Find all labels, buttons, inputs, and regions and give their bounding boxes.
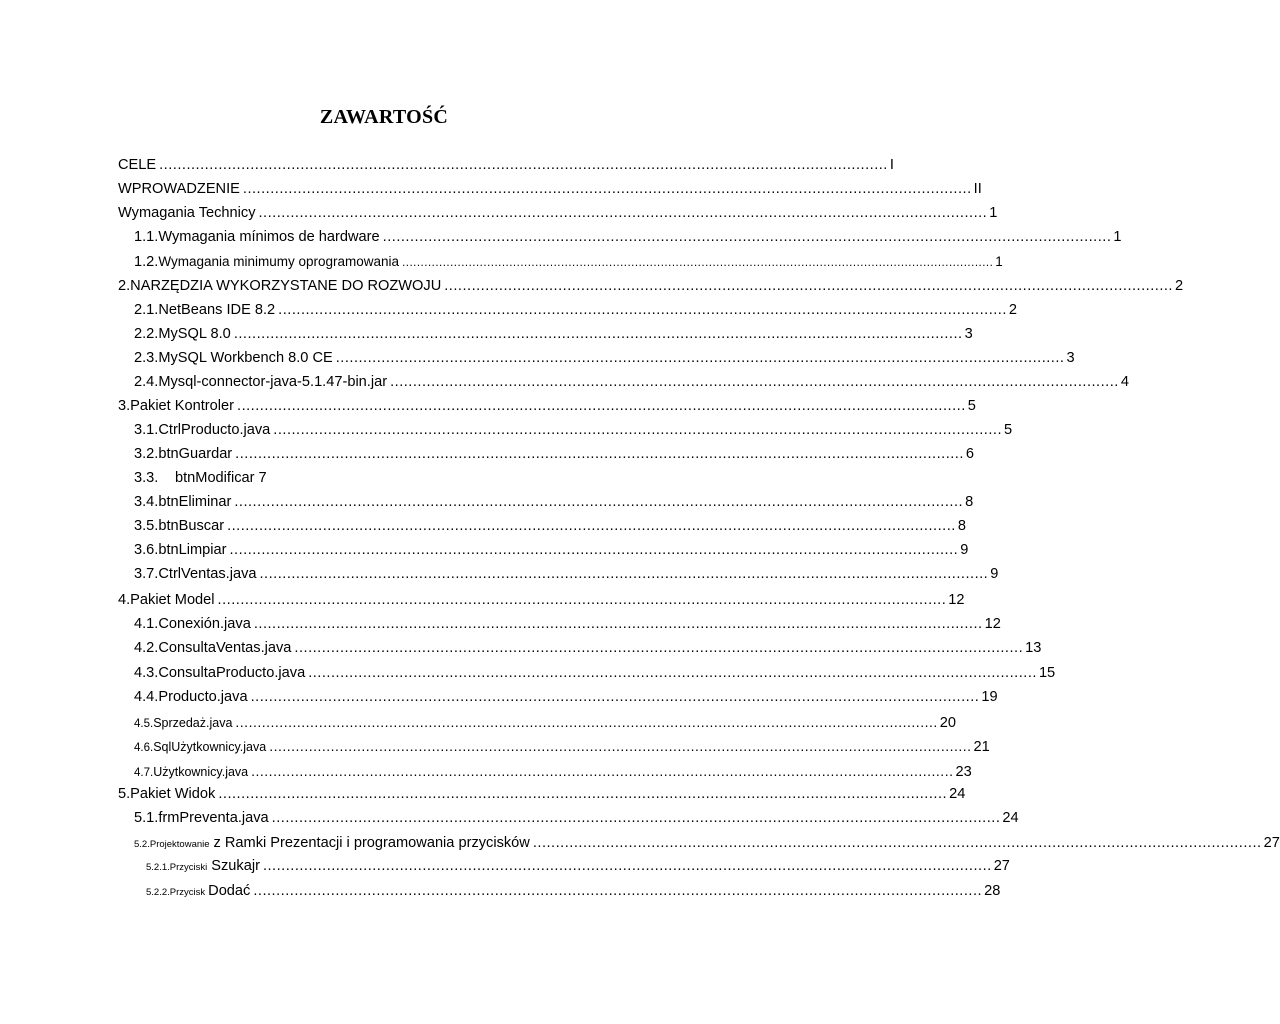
toc-entry-number: 3.1. [134, 422, 159, 438]
toc-entry-text: btnBuscar [158, 518, 225, 534]
toc-entry-text: SqlUżytkownicy.java [153, 740, 267, 754]
toc-entry-text: CtrlProducto.java [158, 422, 271, 438]
toc-entry[interactable] [134, 738, 990, 760]
toc-entry-prefix: Przycisk [169, 887, 206, 898]
toc-entry-text: Wymagania minimumy oprogramowania [158, 254, 400, 269]
toc-entry-page: 5 [1004, 422, 1013, 438]
toc-entry-text: Dodać [208, 883, 251, 899]
toc-entry-page: 20 [939, 715, 956, 731]
toc-entry[interactable] [134, 810, 1019, 832]
toc-entry-page: 1 [995, 254, 1003, 269]
toc-leader-dots: ................................................................................................................................................................ [251, 763, 954, 779]
toc-entry[interactable] [134, 254, 1003, 276]
toc-leader-dots: ................................................................................................................................................................ [308, 665, 1037, 681]
toc-leader-dots: ................................................................................................................................................................ [402, 257, 994, 269]
toc-leader-dots: ................................................................................................................................................................ [250, 689, 980, 705]
toc-entry[interactable] [134, 566, 999, 588]
toc-entry-text: Szukajr [211, 858, 260, 874]
toc-entry-text: CELE [118, 157, 157, 173]
toc-entry[interactable] [134, 350, 1075, 372]
toc-leader-dots: ................................................................................................................................................................ [273, 422, 1003, 438]
toc-entry-number: 3.5. [134, 518, 159, 534]
toc-entry-page: 24 [1002, 810, 1019, 826]
toc-entry[interactable] [134, 422, 1013, 444]
toc-entry[interactable] [134, 494, 974, 516]
toc-entry-text: frmPreventa.java [158, 810, 269, 826]
toc-entry[interactable] [118, 205, 998, 227]
toc-leader-dots: ................................................................................................................................................................ [159, 157, 888, 173]
toc-entry-text: Mysql-connector-java-5.1.47-bin.ja [158, 374, 383, 390]
toc-entry-prefix: Przyciski [169, 862, 208, 873]
toc-entry-number: 2.4. [134, 374, 159, 390]
toc-leader-dots: ................................................................................................................................................................ [271, 810, 1001, 826]
toc-entry-page: 27 [1263, 835, 1280, 851]
toc-entry-text: WPROWADZENIE [118, 181, 240, 197]
toc-entry-page: 12 [984, 616, 1001, 632]
toc-entry-page: 2 [1175, 278, 1184, 294]
toc-entry[interactable] [134, 518, 966, 540]
toc-entry[interactable] [134, 689, 998, 711]
toc-entry-page: 23 [955, 764, 972, 780]
toc-entry-page: 2 [1008, 302, 1018, 318]
toc-entry[interactable] [118, 157, 894, 179]
toc-entry-page: 6 [965, 446, 975, 462]
toc-entry-page: 13 [1025, 640, 1042, 656]
toc-entry[interactable] [134, 229, 1122, 251]
toc-leader-dots: ................................................................................................................................................................ [259, 566, 989, 582]
toc-entry-number: 1.1. [134, 229, 159, 245]
toc-entry-number: 4.2. [134, 640, 159, 656]
toc-entry-number: 4.3. [134, 665, 159, 681]
toc-leader-dots: ................................................................................................................................................................ [217, 592, 947, 608]
toc-leader-dots: ................................................................................................................................................................ [258, 205, 988, 221]
toc-entry-text: Sprzedaż.java [153, 716, 233, 730]
toc-entry-page: 1 [989, 205, 998, 221]
toc-entry-text: Pakiet Widok [130, 786, 216, 802]
toc-entry-text: Pakiet Kontroler [130, 398, 235, 414]
toc-entry-number: 5.2.2. [146, 887, 170, 898]
toc-entry-page: 3 [964, 326, 973, 342]
toc-entry-page: 19 [981, 689, 998, 705]
toc-entry[interactable] [118, 398, 976, 420]
toc-entry-text: Użytkownicy.java [153, 765, 249, 779]
toc-entry-text-fragment: r [382, 374, 388, 390]
toc-entry-page: 9 [960, 542, 969, 558]
toc-entry-text: btnLimpiar [158, 542, 227, 558]
toc-entry-number: 2. [118, 278, 131, 294]
toc-entry-page: 4 [1120, 374, 1129, 390]
toc-entry-text: ConsultaVentas.java [158, 640, 292, 656]
toc-entry-number: 3.4. [134, 494, 159, 510]
toc-entry[interactable] [118, 278, 1184, 300]
toc-entry-text: btnModificar 7 [175, 470, 267, 486]
toc-entry[interactable] [134, 374, 1129, 396]
toc-entry-number: 5.2. [134, 839, 150, 850]
toc-entry[interactable] [134, 665, 1056, 687]
toc-entry-text: Pakiet Model [130, 592, 215, 608]
toc-entry-number: 3.2. [134, 446, 159, 462]
toc-entry-page: II [973, 181, 982, 197]
toc-entry-number: 4.4. [134, 689, 159, 705]
toc-entry-prefix: Projektowanie [149, 839, 210, 850]
toc-entry-number: 3.7. [134, 566, 159, 582]
toc-entry[interactable] [118, 181, 982, 203]
toc-leader-dots: ................................................................................................................................................................ [218, 786, 948, 802]
toc-entry-number: 3.3. [134, 470, 159, 486]
toc-entry-text: btnGuardar [158, 446, 233, 462]
toc-leader-dots: ................................................................................................................................................................ [262, 858, 992, 874]
toc-entry-page: 21 [973, 739, 990, 755]
toc-leader-dots: ................................................................................................................................................................ [269, 738, 972, 754]
toc-entry-number: 5.1. [134, 810, 159, 826]
toc-title: ZAWARTOŚĆ [319, 106, 449, 128]
toc-entry-page: I [889, 157, 894, 173]
toc-entry-number: 4.7. [134, 767, 154, 779]
toc-leader-dots: ................................................................................................................................................................ [390, 374, 1119, 390]
toc-entry[interactable] [146, 883, 1001, 905]
toc-entry[interactable] [134, 326, 973, 348]
toc-entry[interactable] [134, 763, 972, 785]
toc-leader-dots: ................................................................................................................................................................ [253, 616, 983, 632]
toc-entry-number: 3.6. [134, 542, 159, 558]
toc-leader-dots: ................................................................................................................................................................ [235, 714, 938, 730]
toc-entry-page: 8 [965, 494, 974, 510]
toc-entry-page: 8 [957, 518, 966, 534]
toc-entry[interactable] [118, 786, 966, 808]
toc-entry-page: 9 [990, 566, 999, 582]
toc-entry-number: 5. [118, 786, 131, 802]
toc-leader-dots: ................................................................................................................................................................ [227, 518, 956, 534]
toc-entry-page: 12 [948, 592, 965, 608]
toc-entry-number: 1.2. [134, 254, 159, 270]
toc-leader-dots: ................................................................................................................................................................ [278, 302, 1007, 318]
toc-leader-dots: ................................................................................................................................................................ [382, 229, 1112, 245]
toc-entry-page: 15 [1038, 665, 1056, 681]
toc-entry-text: MySQL 8.0 [158, 326, 231, 342]
toc-entry-text: NARZĘDZIA WYKORZYSTANE DO ROZWOJU [130, 278, 442, 294]
toc-entry[interactable] [134, 640, 1042, 662]
toc-leader-dots: ................................................................................................................................................................ [237, 398, 966, 414]
toc-entry[interactable] [134, 714, 956, 736]
toc-entry-text: MySQL Workbench 8.0 CE [158, 350, 333, 366]
toc-entry-page: 28 [984, 883, 1001, 899]
toc-entry-text: btnEliminar [158, 494, 232, 510]
toc-leader-dots: ................................................................................................................................................................ [233, 326, 963, 342]
toc-entry[interactable] [134, 835, 1280, 857]
toc-entry[interactable] [134, 616, 1001, 638]
toc-entry-number: 4.6. [134, 742, 154, 754]
toc-leader-dots: ................................................................................................................................................................ [532, 835, 1262, 851]
toc-entry-text: NetBeans IDE 8.2 [158, 302, 276, 318]
toc-entry-text: Conexión.java [158, 616, 251, 632]
toc-leader-dots: ................................................................................................................................................................ [235, 446, 964, 462]
toc-leader-dots: ................................................................................................................................................................ [294, 640, 1024, 656]
toc-entry-number: 2.1. [134, 302, 159, 318]
toc-entry-number: 2.3. [134, 350, 159, 366]
toc-leader-dots: ................................................................................................................................................................ [444, 278, 1173, 294]
toc-leader-dots: ................................................................................................................................................................ [253, 883, 983, 899]
toc-entry-number: 2.2. [134, 326, 159, 342]
toc-entry[interactable] [146, 858, 1010, 880]
toc-entry-text: ConsultaProducto.java [158, 665, 306, 681]
toc-leader-dots: ................................................................................................................................................................ [229, 542, 959, 558]
toc-entry-number: 4.5. [134, 718, 154, 730]
toc-entry[interactable] [134, 470, 434, 492]
toc-entry[interactable] [118, 592, 965, 614]
toc-entry-page: 3 [1066, 350, 1075, 366]
toc-entry-text: Wymagania Technicy [118, 205, 256, 221]
toc-entry[interactable] [134, 542, 969, 564]
toc-entry-page: 5 [967, 398, 976, 414]
toc-entry-page: 1 [1113, 229, 1122, 245]
toc-leader-dots: ................................................................................................................................................................ [335, 350, 1065, 366]
toc-entry-number: 3. [118, 398, 131, 414]
toc-entry[interactable] [134, 302, 1018, 324]
toc-entry-text: Wymagania mínimos de hardware [158, 229, 380, 245]
toc-entry-text: CtrlVentas.java [158, 566, 257, 582]
toc-entry-number: 5.2.1. [146, 862, 170, 873]
toc-entry-page: 24 [949, 786, 966, 802]
toc-entry-page: 27 [993, 858, 1010, 874]
toc-entry-text: z Ramki Prezentacji i programowania przycisków [213, 835, 530, 851]
toc-entry-number: 4. [118, 592, 131, 608]
toc-entry[interactable] [134, 446, 975, 468]
toc-leader-dots: ................................................................................................................................................................ [234, 494, 964, 510]
toc-entry-text: Producto.java [158, 689, 248, 705]
toc-leader-dots: ................................................................................................................................................................ [242, 181, 972, 197]
toc-entry-number: 4.1. [134, 616, 159, 632]
